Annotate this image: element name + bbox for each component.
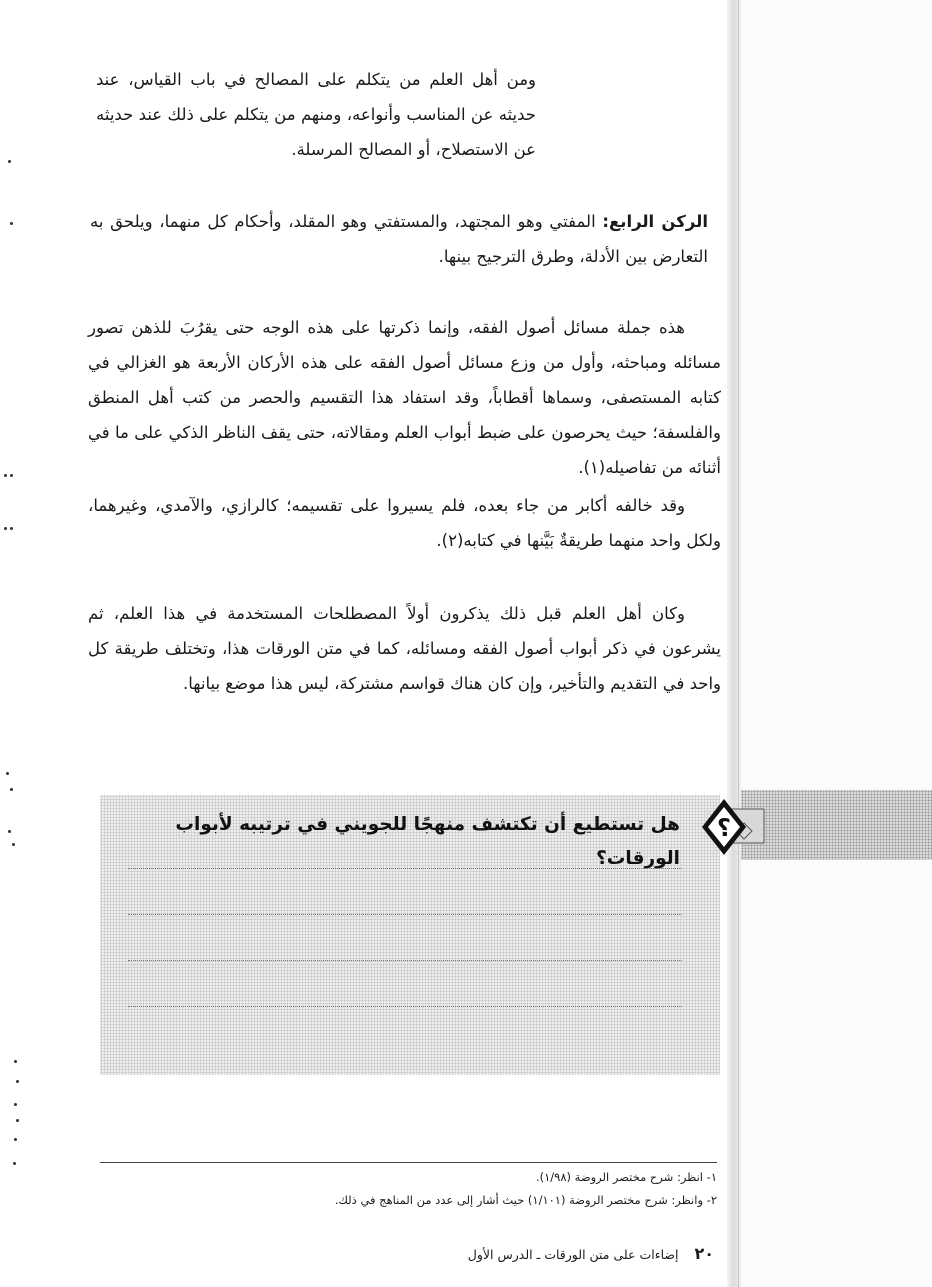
later-scholars-text: وقد خالفه أكابر من جاء بعده، فلم يسيروا على تقسيمه؛ كالرازي، والآمدي، وغيرهما، ولكل واحد منهما طريقةٌ بَيَّنها في كتابه(٢).: [88, 496, 721, 550]
terminology-text: وكان أهل العلم قبل ذلك يذكرون أولاً المصطلحات المستخدمة في هذا العلم، ثم يشرعون في ذكر أبواب أصول الفقه ومسائله، كما في متن الورقات هذا، وتختلف طريقة كل واحد في التقديم والتأخير، وإن كان هناك قواسم مشتركة، ليس هذا موضع بيانها.: [88, 604, 721, 693]
page-number: ٢٠: [694, 1244, 714, 1263]
answer-line[interactable]: [128, 1006, 682, 1007]
fourth-pillar-body: المفتي وهو المجتهد، والمستفتي وهو المقلد، وأحكام كل منهما، ويلحق به التعارض بين الأدلة، وطرق الترجيح بينها.: [90, 212, 708, 266]
page-footer: [468, 1244, 714, 1263]
scan-margin: [741, 0, 932, 1287]
question-title: هل تستطيع أن تكتشف منهجًا للجويني في ترتيبه لأبواب الورقات؟: [175, 814, 680, 869]
paragraph-usul-summary: [88, 310, 721, 485]
question-mark-icon: [700, 795, 776, 859]
answer-line[interactable]: [128, 868, 682, 869]
fourth-pillar-heading: الركن الرابع:: [602, 212, 708, 231]
paragraph-fourth-pillar: [90, 204, 708, 274]
footnote-1: ١- انظر: شرح مختصر الروضة (١/٩٨).: [535, 1170, 717, 1184]
running-title: إضاءات على متن الورقات ـ الدرس الأول: [467, 1247, 679, 1262]
paragraph-later-scholars: [88, 488, 721, 558]
usul-summary-text: هذه جملة مسائل أصول الفقه، وإنما ذكرتها على هذه الوجه حتى يقرُبَ للذهن تصور مسائله ومباحثه، وأول من وزع مسائل أصول الفقه على هذه الأركان الأربعة هو الغزالي في كتابه المستصفى، وسماها أقطاباً، وقد استفاد هذا التقسيم والحصر من كتب أهل المنطق والفلسفة؛ حيث يحرصون على ضبط أبواب العلم ومقالاته، حتى يقف الناظر الذكي على ما في أثنائه من تفاصيله(١).: [88, 318, 721, 477]
page-edge-line: [738, 0, 739, 1287]
footnote-separator: [100, 1162, 717, 1163]
question-mark-glyph: ؟: [717, 814, 731, 842]
footnote-2: ٢- وانظر: شرح مختصر الروضة (١/١٠١) حيث أشار إلى عدد من المناهج في ذلك.: [334, 1193, 717, 1207]
paragraph-maslaha: ومن أهل العلم من يتكلم على المصالح في باب القياس، عند حديثه عن المناسب وأنواعه، ومنهم من يتكلم على ذلك عند حديثه عن الاستصلاح، أو المصالح المرسلة.: [96, 70, 536, 159]
answer-line[interactable]: [128, 960, 682, 961]
paragraph-terminology: [88, 596, 721, 701]
answer-line[interactable]: [128, 914, 682, 915]
